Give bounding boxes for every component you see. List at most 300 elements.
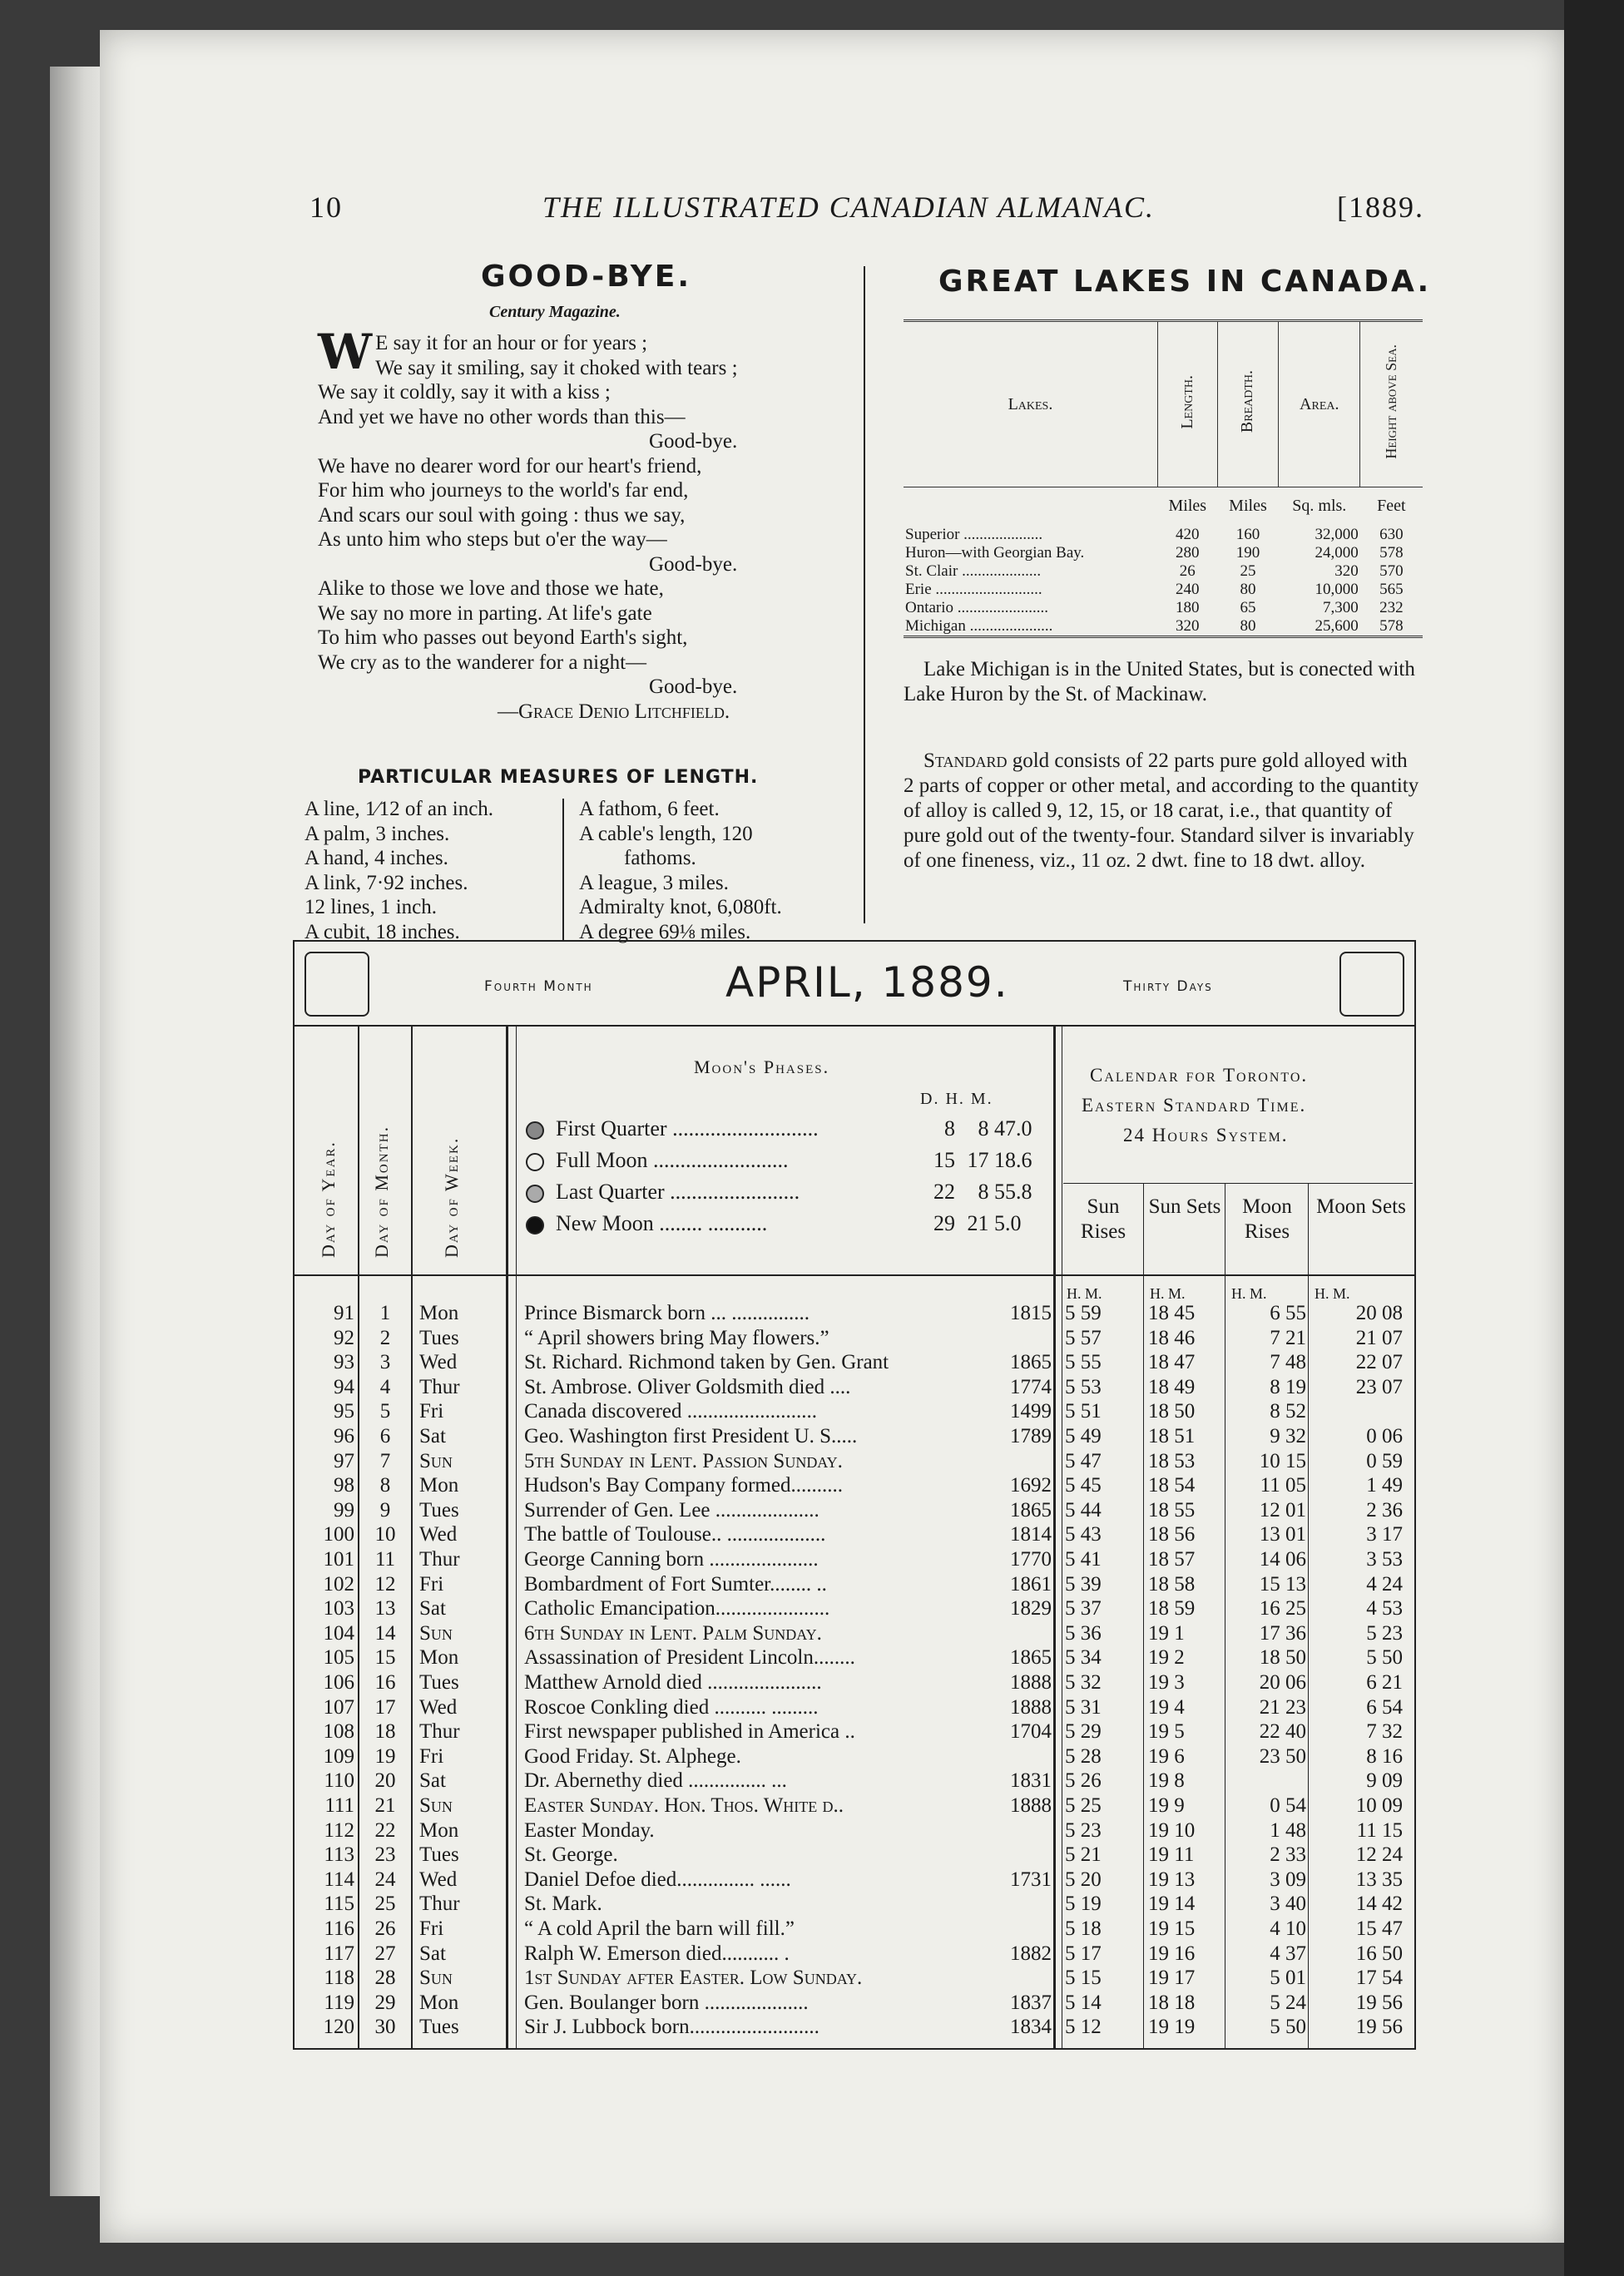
sun-sets: 19 17 (1148, 1967, 1196, 1990)
col-head-day-of-month: Day of Month. (371, 1125, 392, 1258)
rule (1053, 1025, 1056, 2048)
event-text: Geo. Washington first President U. S..... (524, 1425, 858, 1447)
sun-rises: 5 43 (1065, 1523, 1102, 1546)
lake-area: 24,000 (1315, 543, 1359, 562)
event-text: Easter Sunday. Hon. Thos. White d.. (524, 1794, 844, 1817)
lake-name: Erie ........................... (905, 580, 1042, 598)
sun-rises: 5 49 (1065, 1425, 1102, 1447)
day-of-year: 101 (323, 1548, 354, 1571)
lake-breadth: 65 (1240, 598, 1256, 616)
day-of-year: 114 (324, 1868, 354, 1891)
sun-sets: 18 51 (1148, 1425, 1196, 1447)
phase-name: Last Quarter (556, 1180, 665, 1204)
measure-item: A league, 3 miles. (579, 871, 729, 894)
day-of-month: 2 (379, 1326, 391, 1349)
day-of-year: 118 (324, 1967, 354, 1990)
sun-sets: 18 46 (1148, 1326, 1196, 1349)
lake-area: 25,600 (1315, 616, 1359, 635)
day-of-month: 18 (374, 1720, 396, 1744)
phase-minute: 18.6 (994, 1148, 1032, 1172)
hm-label: H. M. (1067, 1285, 1102, 1302)
day-of-year: 99 (334, 1498, 354, 1521)
event-year: 1882 (1010, 1942, 1052, 1965)
new-moon-icon (526, 1216, 544, 1234)
sun-sets: 19 19 (1148, 2016, 1196, 2039)
lake-length: 320 (1176, 616, 1200, 635)
lake-row (904, 581, 1423, 599)
moon-rises: 21 23 (1259, 1695, 1306, 1719)
moon-sets: 3 53 (1366, 1548, 1403, 1571)
day-of-month: 7 (379, 1449, 391, 1472)
sun-rises: 5 32 (1065, 1671, 1102, 1694)
poem-line: And yet we have no other words than this— (318, 405, 686, 428)
day-of-month: 30 (374, 2016, 396, 2039)
sun-rises: 5 19 (1065, 1893, 1102, 1916)
lake-breadth: 25 (1240, 562, 1256, 580)
moon-sets: 5 50 (1366, 1646, 1403, 1670)
event-text: Dr. Abernethy died ............... ... (524, 1769, 787, 1793)
moon-rises: 9 32 (1270, 1425, 1306, 1447)
poem-line: We cry as to the wanderer for a night— (318, 651, 647, 674)
phase-name: New Moon (556, 1211, 654, 1235)
sun-rises: 5 28 (1065, 1744, 1102, 1768)
lakes-header-area: Area. (1279, 321, 1360, 487)
day-of-week: Tues (419, 1671, 459, 1694)
col-head-day-of-week: Day of Week. (441, 1136, 462, 1258)
day-of-week: Tues (419, 1843, 459, 1867)
lake-length: 280 (1176, 543, 1200, 562)
ornament-left-icon (304, 952, 369, 1017)
poem-line: We have no dearer word for our heart's friend, (318, 454, 702, 477)
phase-day: 22 (933, 1180, 955, 1204)
event-year: 1789 (1010, 1425, 1052, 1447)
event-text: Roscoe Conkling died .......... ......... (524, 1695, 819, 1719)
moon-sets: 22 07 (1355, 1351, 1403, 1374)
ornament-right-icon (1339, 952, 1404, 1017)
sun-sets: 18 55 (1148, 1498, 1196, 1521)
sun-rises: 5 25 (1065, 1794, 1102, 1817)
moon-rises: 14 06 (1259, 1548, 1306, 1571)
phase-new-moon (526, 1211, 767, 1236)
moon-sets: 1 49 (1366, 1474, 1403, 1497)
sun-sets: 18 50 (1148, 1400, 1196, 1423)
sun-sets: 19 14 (1148, 1893, 1196, 1916)
day-of-week: Fri (419, 1400, 444, 1423)
sun-rises: 5 55 (1065, 1351, 1102, 1374)
event-year: 1831 (1010, 1769, 1052, 1793)
sun-sets: 18 59 (1148, 1597, 1196, 1620)
lake-row (904, 617, 1423, 637)
day-of-month: 6 (379, 1425, 391, 1447)
event-text: “ April showers bring May flowers.” (524, 1326, 829, 1349)
measure-item: A cable's length, 120 (579, 822, 753, 845)
sun-rises: 5 39 (1065, 1572, 1102, 1596)
event-year: 1888 (1010, 1695, 1052, 1719)
event-text: First newspaper published in America .. (524, 1720, 855, 1744)
day-of-month: 16 (374, 1671, 396, 1694)
event-text: Gen. Boulanger born .................... (524, 1991, 809, 2014)
day-of-year: 111 (324, 1794, 354, 1817)
day-of-month: 15 (374, 1646, 396, 1670)
moon-rises: 13 01 (1259, 1523, 1306, 1546)
lake-name: Huron—with Georgian Bay. (905, 543, 1085, 562)
unit-length: Miles (1168, 497, 1207, 516)
phase-hour: 17 (967, 1148, 989, 1172)
event-year: 1834 (1010, 2016, 1052, 2039)
poem-line: And scars our soul with going : thus we say, (318, 503, 686, 527)
event-year: 1814 (1010, 1523, 1052, 1546)
sun-rises: 5 15 (1065, 1967, 1102, 1990)
day-of-week: Wed (419, 1695, 458, 1719)
poem-refrain: Good-bye. (649, 675, 738, 698)
event-text: Sir J. Lubbock born......................... (524, 2016, 819, 2039)
measure-item: A palm, 3 inches. (304, 822, 450, 845)
day-of-week: Sun (419, 1621, 453, 1645)
day-of-week: Fri (419, 1917, 444, 1940)
moon-rises: 18 50 (1259, 1646, 1306, 1670)
moon-rises: 3 40 (1270, 1893, 1306, 1916)
moon-sets: 9 09 (1366, 1769, 1403, 1793)
event-year: 1829 (1010, 1597, 1052, 1620)
poem-line: Alike to those we love and those we hate, (318, 577, 664, 600)
event-year: 1770 (1010, 1548, 1052, 1571)
day-of-year: 104 (323, 1621, 354, 1645)
sun-sets: 19 4 (1148, 1695, 1185, 1719)
event-year: 1865 (1010, 1351, 1052, 1374)
day-of-month: 9 (379, 1498, 391, 1521)
moon-rises: 8 19 (1270, 1375, 1306, 1398)
day-of-year: 107 (323, 1695, 354, 1719)
sun-sets: 19 8 (1148, 1769, 1185, 1793)
event-text: Surrender of Gen. Lee .................... (524, 1498, 819, 1521)
lakes-header-length: Length. (1177, 374, 1196, 429)
day-of-month: 11 (374, 1548, 396, 1571)
day-of-year: 96 (334, 1425, 354, 1447)
poem-source: Century Magazine. (489, 303, 621, 321)
hm-label: H. M. (1150, 1285, 1186, 1302)
day-of-year: 117 (324, 1942, 354, 1965)
moon-rises: 23 50 (1259, 1744, 1306, 1768)
day-of-year: 105 (323, 1646, 354, 1670)
sun-sets: 18 57 (1148, 1548, 1196, 1571)
event-text: Bombardment of Fort Sumter........ .. (524, 1572, 827, 1596)
calendar-banner (295, 942, 1414, 1027)
phase-first-quarter (526, 1116, 819, 1141)
day-of-month: 24 (374, 1868, 396, 1891)
moon-rises: 7 48 (1270, 1351, 1306, 1374)
leader-dots: ........ ........... (659, 1211, 768, 1235)
day-of-month: 12 (374, 1572, 396, 1596)
event-year: 1888 (1010, 1794, 1052, 1817)
moon-rises: 0 54 (1270, 1794, 1306, 1817)
event-year: 1774 (1010, 1375, 1052, 1398)
day-of-week: Fri (419, 1572, 444, 1596)
measure-item: A line, 1⁄12 of an inch. (304, 798, 494, 820)
lake-area: 320 (1334, 562, 1359, 580)
phase-minute: 5.0 (994, 1211, 1022, 1235)
leader-dots: ........................ (670, 1180, 800, 1204)
rule (1308, 1183, 1309, 2048)
head-sun-rises: Sun Rises (1080, 1195, 1126, 1243)
day-of-year: 106 (323, 1671, 354, 1694)
moon-sets: 13 35 (1355, 1868, 1403, 1891)
leader-dots: ........................... (672, 1116, 819, 1140)
rule (1063, 1183, 1413, 1184)
event-year: 1888 (1010, 1671, 1052, 1694)
day-of-week: Mon (419, 1818, 459, 1842)
sun-sets: 19 6 (1148, 1744, 1185, 1768)
day-of-year: 109 (323, 1744, 354, 1768)
day-of-week: Sat (419, 1942, 446, 1965)
day-of-week: Thur (419, 1375, 460, 1398)
day-of-week: Tues (419, 2016, 459, 2039)
moon-sets: 19 56 (1355, 1991, 1403, 2014)
moon-sets: 12 24 (1355, 1843, 1403, 1867)
head-sun-sets: Sun Sets (1148, 1195, 1221, 1218)
sun-rises: 5 31 (1065, 1695, 1102, 1719)
moon-sets: 21 07 (1355, 1326, 1403, 1349)
poem-line: For him who journeys to the world's far end, (318, 479, 689, 502)
measure-item: Admiralty knot, 6,080ft. (579, 896, 782, 918)
poem-refrain: Good-bye. (649, 430, 738, 453)
day-of-year: 91 (334, 1302, 354, 1324)
moon-sets: 20 08 (1355, 1302, 1403, 1324)
moon-sets: 3 17 (1366, 1523, 1403, 1546)
event-text: Canada discovered ......................... (524, 1400, 818, 1423)
poem-refrain: Good-bye. (649, 552, 738, 576)
sun-sets: 18 54 (1148, 1474, 1196, 1497)
poem-line: E say it for an hour or for years ; (375, 332, 648, 354)
measure-item: A degree 69⅛ miles. (579, 920, 751, 943)
sun-sets: 19 5 (1148, 1720, 1185, 1744)
day-of-month: 20 (374, 1769, 396, 1793)
day-of-year: 97 (334, 1449, 354, 1472)
day-of-year: 94 (334, 1375, 354, 1398)
last-quarter-icon (526, 1185, 544, 1203)
event-year: 1499 (1010, 1400, 1052, 1423)
lake-row (904, 526, 1423, 544)
lake-name: St. Clair .................... (905, 562, 1042, 580)
measure-item: A link, 7·92 inches. (304, 871, 468, 894)
day-of-week: Tues (419, 1326, 459, 1349)
event-year: 1861 (1010, 1572, 1052, 1596)
day-of-year: 113 (324, 1843, 354, 1867)
day-of-week: Thur (419, 1720, 460, 1744)
event-text: George Canning born ..................... (524, 1548, 819, 1571)
moon-rises: 5 24 (1270, 1991, 1306, 2014)
sun-sets: 19 3 (1148, 1671, 1185, 1694)
moon-sets: 0 06 (1366, 1425, 1403, 1447)
phase-day: 8 (944, 1116, 955, 1140)
event-text: St. Mark. (524, 1893, 602, 1916)
day-of-month: 23 (374, 1843, 396, 1867)
sun-sets: 19 10 (1148, 1818, 1196, 1842)
poem-dropcap: W (318, 324, 373, 380)
measures-title: PARTICULAR MEASURES OF LENGTH. (358, 767, 759, 788)
sun-sets: 19 2 (1148, 1646, 1185, 1670)
day-of-week: Thur (419, 1548, 460, 1571)
moon-sets: 23 07 (1355, 1375, 1403, 1398)
phase-full-moon (526, 1148, 789, 1173)
event-year: 1837 (1010, 1991, 1052, 2014)
almanac-title: THE ILLUSTRATED CANADIAN ALMANAC. (542, 190, 1156, 224)
measure-item: 12 lines, 1 inch. (304, 896, 438, 918)
sun-rises: 5 36 (1065, 1621, 1102, 1645)
phase-minute: 55.8 (994, 1180, 1032, 1204)
phase-hour: 21 (967, 1211, 989, 1235)
running-head (309, 190, 1424, 231)
sun-rises: 5 47 (1065, 1449, 1102, 1472)
day-of-week: Mon (419, 1991, 459, 2014)
day-of-month: 4 (379, 1375, 391, 1398)
phase-day: 29 (933, 1211, 955, 1235)
day-of-year: 115 (324, 1893, 354, 1916)
sun-sets: 18 53 (1148, 1449, 1196, 1472)
moon-sets: 2 36 (1366, 1498, 1403, 1521)
first-quarter-icon (526, 1121, 544, 1140)
sun-rises: 5 14 (1065, 1991, 1102, 2014)
day-of-week: Sat (419, 1597, 446, 1620)
moon-sets: 5 23 (1366, 1621, 1403, 1645)
measures-right-column (579, 797, 782, 944)
event-text: The battle of Toulouse.. ................... (524, 1523, 826, 1546)
day-of-month: 27 (374, 1942, 396, 1965)
event-text: Easter Monday. (524, 1818, 655, 1842)
sun-rises: 5 23 (1065, 1818, 1102, 1842)
day-of-week: Wed (419, 1523, 458, 1546)
sun-sets: 19 11 (1148, 1843, 1195, 1867)
poem-line: We say it coldly, say it with a kiss ; (318, 381, 611, 403)
unit-breadth: Miles (1229, 497, 1267, 516)
sun-rises: 5 57 (1065, 1326, 1102, 1349)
gold-paragraph (904, 749, 1419, 873)
sun-sets: 18 56 (1148, 1523, 1196, 1546)
toronto-line-3: 24 Hours System. (1123, 1125, 1289, 1145)
day-of-week: Sun (419, 1794, 453, 1817)
sun-rises: 5 21 (1065, 1843, 1102, 1867)
day-of-year: 116 (324, 1917, 354, 1940)
rule (516, 1025, 517, 2048)
lake-row (904, 544, 1423, 562)
day-of-year: 110 (324, 1769, 354, 1793)
day-of-week: Sun (419, 1449, 453, 1472)
day-of-week: Mon (419, 1646, 459, 1670)
day-of-month: 1 (379, 1302, 391, 1324)
event-text: 1st Sunday after Easter. Low Sunday. (524, 1967, 863, 1990)
phase-hour: 8 (978, 1180, 989, 1204)
measures-section (304, 765, 845, 943)
day-of-month: 8 (379, 1474, 391, 1497)
event-year: 1815 (1010, 1302, 1052, 1324)
poem-line: To him who passes out beyond Earth's sight, (318, 626, 688, 649)
day-of-week: Fri (419, 1744, 444, 1768)
poem-title: GOOD-BYE. (481, 260, 692, 294)
measures-left-column (304, 797, 493, 944)
toronto-line-1: Calendar for Toronto. (1090, 1065, 1309, 1086)
moon-rises: 4 10 (1270, 1917, 1306, 1940)
day-of-week: Wed (419, 1868, 458, 1891)
sun-rises: 5 20 (1065, 1868, 1102, 1891)
moon-rises: 7 21 (1270, 1326, 1306, 1349)
event-text: Ralph W. Emerson died........... . (524, 1942, 790, 1965)
phase-times (927, 1116, 1043, 1243)
sun-rises: 5 34 (1065, 1646, 1102, 1670)
moon-rises: 5 01 (1270, 1967, 1306, 1990)
sun-rises: 5 41 (1065, 1548, 1102, 1571)
event-text: Assassination of President Lincoln........ (524, 1646, 855, 1670)
lake-row (904, 599, 1423, 617)
leader-dots: ......................... (653, 1148, 789, 1172)
day-of-month: 28 (374, 1967, 396, 1990)
sun-rises: 5 45 (1065, 1474, 1102, 1497)
moon-sets: 10 09 (1355, 1794, 1403, 1817)
moon-sets: 6 21 (1366, 1671, 1403, 1694)
lakes-header-height: Height above Sea. (1383, 344, 1400, 459)
lakes-table (904, 319, 1423, 638)
event-text: Hudson's Bay Company formed.......... (524, 1474, 843, 1497)
moon-sets: 6 54 (1366, 1695, 1403, 1719)
sun-sets: 19 16 (1148, 1942, 1196, 1965)
lakes-header-breadth: Breadth. (1238, 370, 1257, 433)
moon-rises: 11 05 (1260, 1474, 1306, 1497)
moon-sets: 15 47 (1355, 1917, 1403, 1940)
day-of-month: 29 (374, 1991, 396, 2014)
measure-item: A fathom, 6 feet. (579, 798, 720, 820)
sun-sets: 18 49 (1148, 1375, 1196, 1398)
moon-rises: 20 06 (1259, 1671, 1306, 1694)
event-text: Matthew Arnold died ...................... (524, 1671, 822, 1694)
sun-rises: 5 26 (1065, 1769, 1102, 1793)
event-text: 6th Sunday in Lent. Palm Sunday. (524, 1621, 822, 1645)
sun-rises: 5 17 (1065, 1942, 1102, 1965)
moon-rises: 5 50 (1270, 2016, 1306, 2039)
day-of-month: 17 (374, 1695, 396, 1719)
hm-label: H. M. (1315, 1285, 1350, 1302)
phase-name: First Quarter (556, 1116, 667, 1140)
sun-rises: 5 18 (1065, 1917, 1102, 1940)
sun-rises: 5 53 (1065, 1375, 1102, 1398)
moon-rises: 6 55 (1270, 1302, 1306, 1324)
day-of-year: 120 (323, 2016, 354, 2039)
lake-height: 578 (1379, 616, 1404, 635)
lake-name: Michigan ..................... (905, 616, 1053, 635)
event-year: 1704 (1010, 1720, 1052, 1744)
sun-rises: 5 37 (1065, 1597, 1102, 1620)
lake-height: 570 (1379, 562, 1404, 580)
april-calendar (293, 940, 1416, 2050)
lake-length: 240 (1176, 580, 1200, 598)
lake-breadth: 160 (1235, 525, 1260, 543)
day-of-week: Mon (419, 1302, 459, 1324)
moon-sets: 16 50 (1355, 1942, 1403, 1965)
measure-item: fathoms. (624, 847, 696, 869)
poem-line: As unto him who steps but o'er the way— (318, 528, 667, 551)
hm-label: H. M. (1231, 1285, 1267, 1302)
phase-day: 15 (933, 1148, 955, 1172)
moon-sets: 11 15 (1356, 1818, 1403, 1842)
event-text: 5th Sunday in Lent. Passion Sunday. (524, 1449, 843, 1472)
moon-sets: 4 53 (1366, 1597, 1403, 1620)
poem-line: We say it smiling, say it choked with tears ; (375, 356, 738, 379)
sun-rises: 5 29 (1065, 1720, 1102, 1744)
day-of-year: 92 (334, 1326, 354, 1349)
sun-rises: 5 44 (1065, 1498, 1102, 1521)
lake-name: Ontario ....................... (905, 598, 1049, 616)
lakes-header-lakes: Lakes. (904, 321, 1157, 487)
event-text: Catholic Emancipation...................... (524, 1597, 830, 1620)
lake-area: 7,300 (1323, 598, 1359, 616)
sun-sets: 19 1 (1148, 1621, 1185, 1645)
